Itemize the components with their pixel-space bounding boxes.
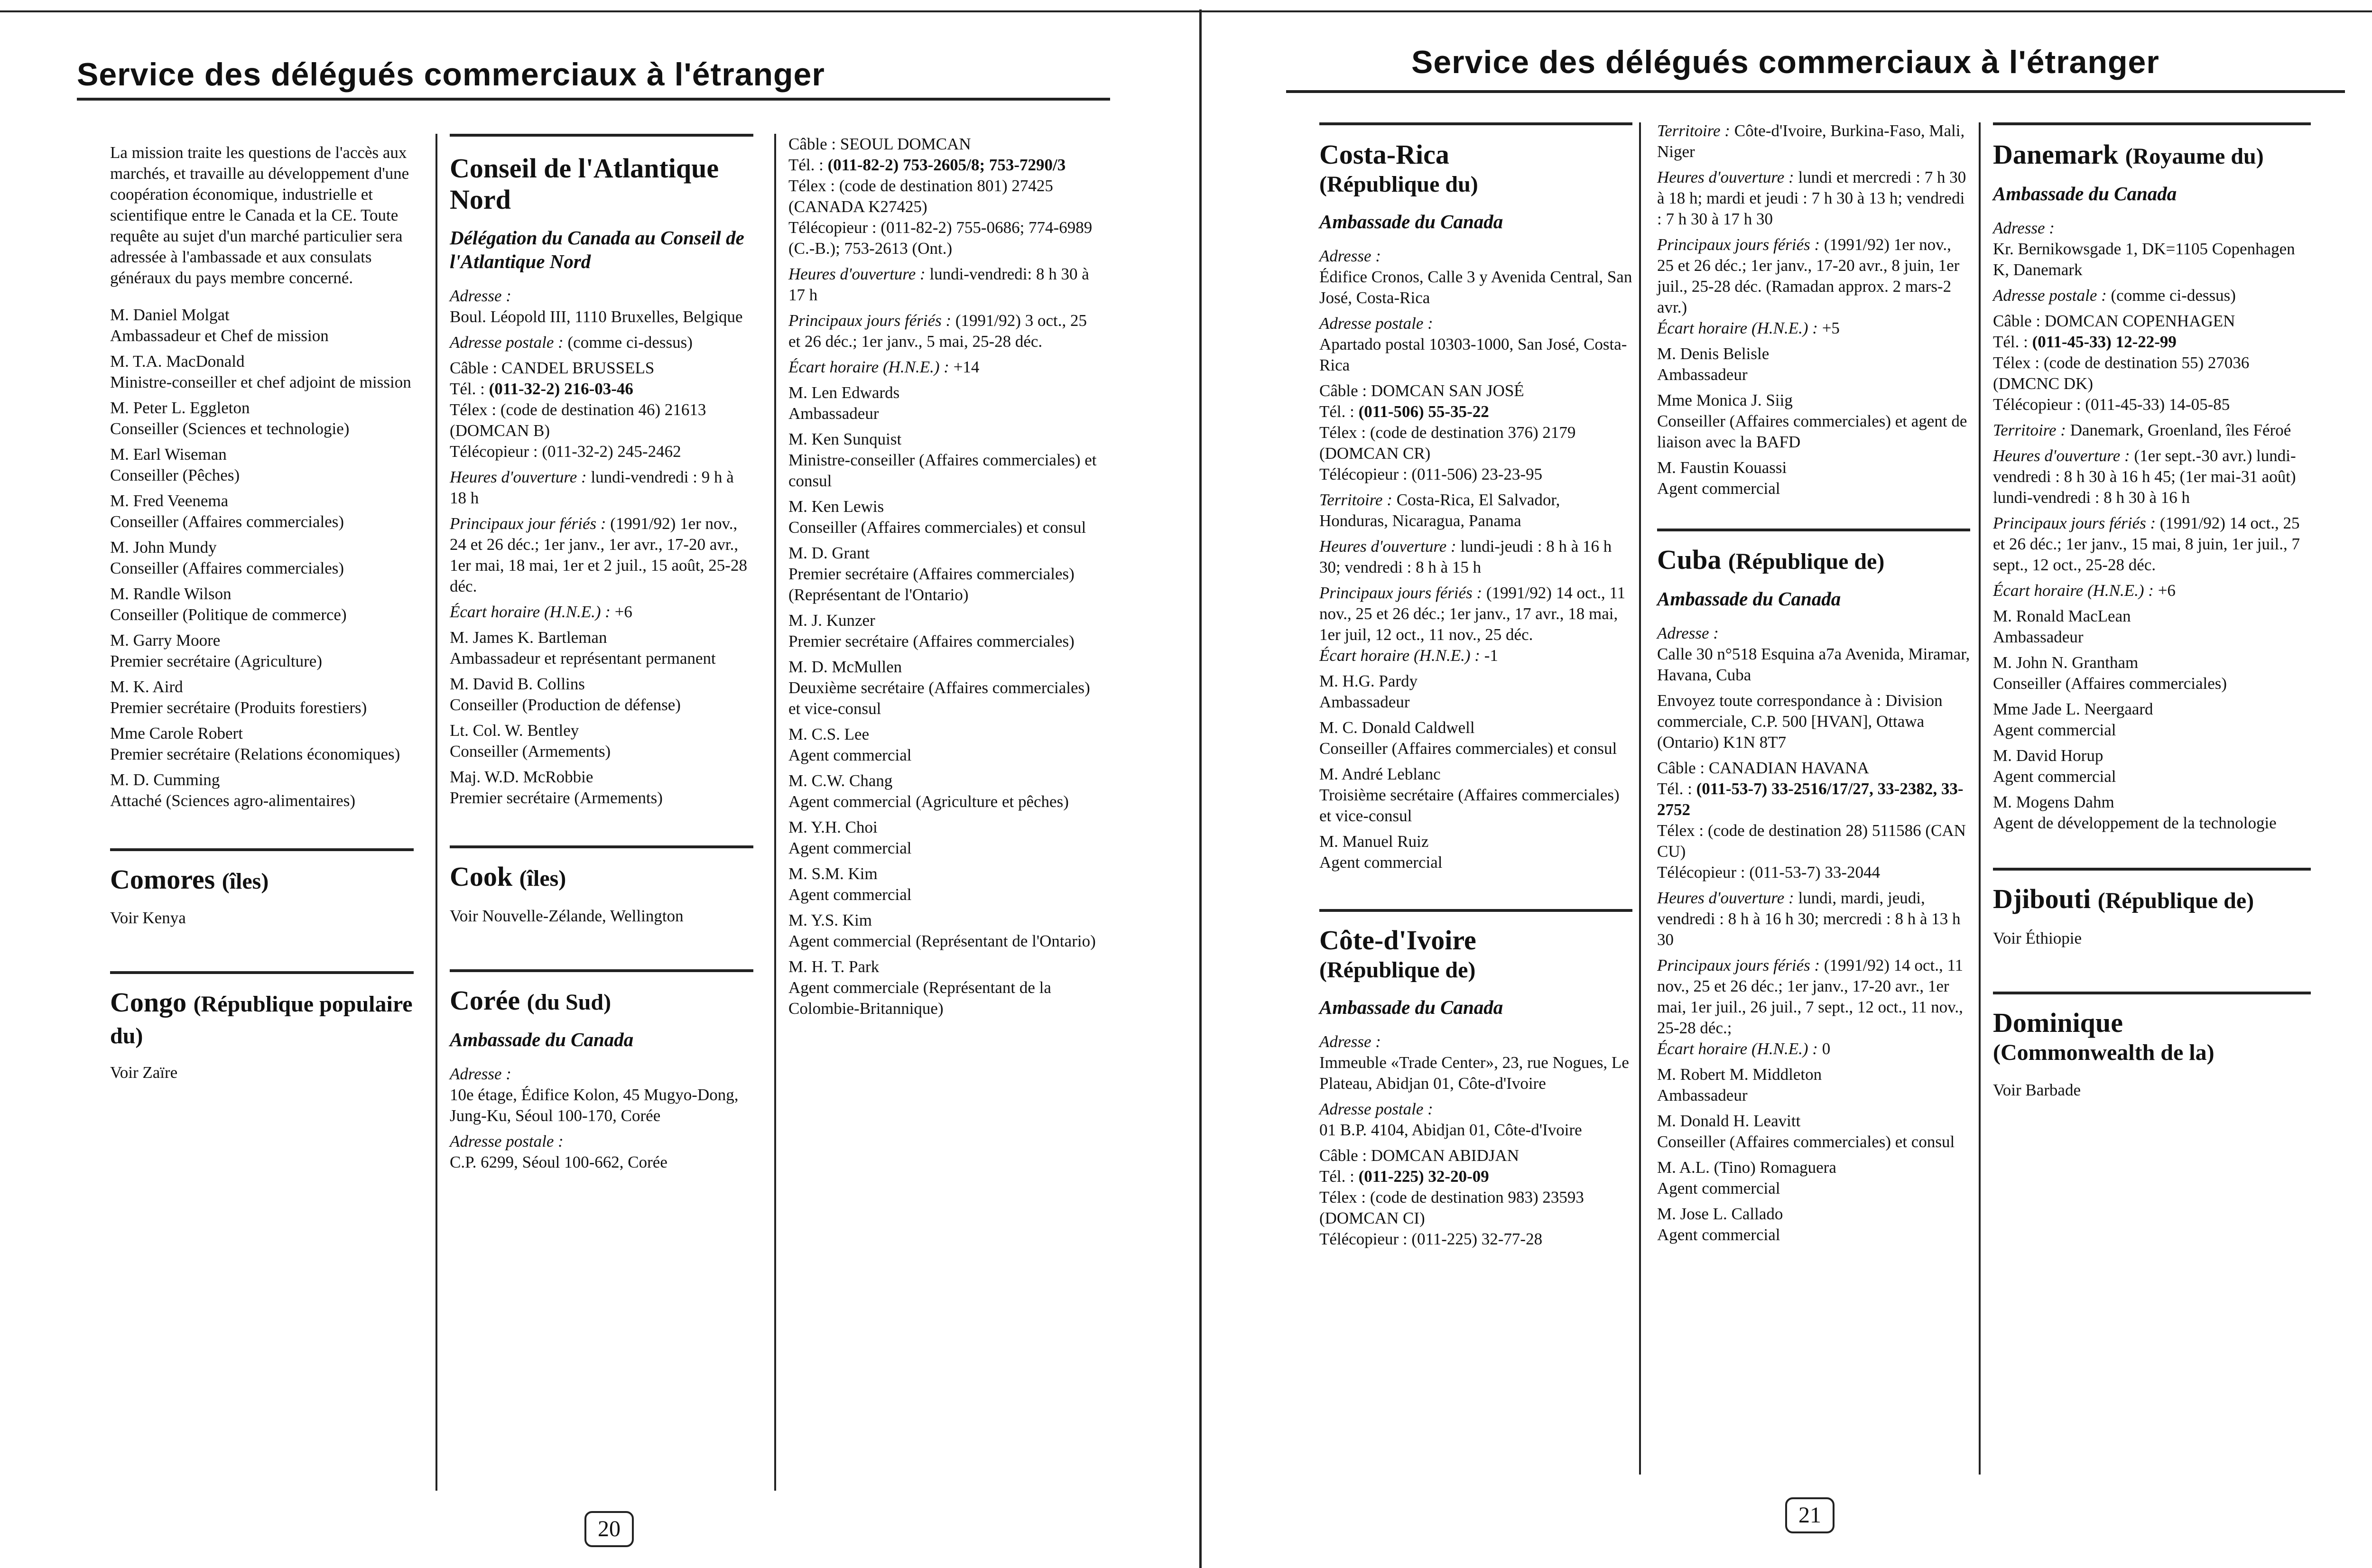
page-number: 20 — [584, 1511, 634, 1547]
time-difference: Écart horaire (H.N.E.) : -1 — [1319, 646, 1498, 665]
country-danemark: Danemark (Royaume du) — [1993, 139, 2264, 170]
staff-entry: Lt. Col. W. Bentley Conseiller (Armements) — [450, 721, 611, 761]
country-subtitle: (République de) — [1319, 957, 1476, 983]
section-rule — [1993, 992, 2311, 994]
staff-entry: M. C.W. Chang Agent commercial (Agriculture et pêches) — [788, 771, 1069, 811]
organization-name: Ambassade du Canada — [1319, 211, 1503, 232]
staff-entry: Mme Monica J. Siig Conseiller (Affaires commerciales) et agent de liaison avec la BAFD — [1657, 391, 1967, 451]
time-difference: Écart horaire (H.N.E.) : 0 — [1657, 1039, 1831, 1058]
section-rule — [1993, 868, 2311, 871]
country-otan: Conseil de l'Atlantique Nord — [450, 153, 719, 215]
page-number: 21 — [1785, 1497, 1835, 1533]
time-difference: Écart horaire (H.N.E.) : +14 — [788, 358, 980, 376]
staff-entry: M. K. Aird Premier secrétaire (Produits forestiers) — [110, 677, 367, 717]
time-difference: Écart horaire (H.N.E.) : +5 — [1657, 319, 1840, 337]
staff-entry: M. James K. Bartleman Ambassadeur et représentant permanent — [450, 628, 716, 668]
holidays: Principaux jours fériés : (1991/92) 14 oct., 11 nov., 25 et 26 déc.; 1er janv., 17 avr., 18 mai, 1er juil, 12 oct., 11 nov., 25 déc. — [1319, 584, 1626, 644]
telephone: Tél. : (011-506) 55-35-22 — [1319, 402, 1489, 421]
cable: Câble : DOMCAN SAN JOSÉ — [1319, 381, 1524, 400]
section-rule — [1319, 122, 1632, 125]
postal-address: Adresse postale : (comme ci-dessus) — [1993, 286, 2236, 305]
telex: Télex : (code de destination 28) 511586 (CAN CU) — [1657, 821, 1966, 861]
telex: Télex : (code de destination 376) 2179 (DOMCAN CR) — [1319, 423, 1576, 463]
staff-entry: M. Y.H. Choi Agent commercial — [788, 818, 912, 857]
country-comores: Comores (îles) — [110, 864, 269, 895]
country-costa-rica: Costa-Rica — [1319, 139, 1449, 170]
top-rule — [0, 10, 1158, 12]
section-rule — [1319, 909, 1632, 912]
staff-entry: M. C. Donald Caldwell Conseiller (Affaires commerciales) et consul — [1319, 718, 1617, 758]
cross-reference: Voir Nouvelle-Zélande, Wellington — [450, 907, 684, 925]
staff-entry: M. André Leblanc Troisième secrétaire (Affaires commerciales) et vice-consul — [1319, 765, 1620, 825]
telex: Télex : (code de destination 983) 23593 (DOMCAN CI) — [1319, 1188, 1584, 1227]
holidays: Principaux jours fériés : (1991/92) 14 oct., 25 et 26 déc.; 1er janv., 15 mai, 8 juin, 1er juil., 7 sept., 12 oct., 25-28 déc. — [1993, 514, 2300, 574]
staff-entry: M. Robert M. Middleton Ambassadeur — [1657, 1065, 1822, 1104]
staff-entry: M. Mogens Dahm Agent de développement de la technologie — [1993, 793, 2277, 832]
staff-entry: M. C.S. Lee Agent commercial — [788, 725, 912, 764]
column-divider — [1979, 122, 1981, 1475]
territory: Territoire : Côte-d'Ivoire, Burkina-Faso, Mali, Niger — [1657, 121, 1965, 161]
address-block: Adresse : Immeuble «Trade Center», 23, rue Nogues, Le Plateau, Abidjan 01, Côte-d'Ivoire — [1319, 1032, 1629, 1093]
telex: Télex : (code de destination 46) 21613 (DOMCAN B) — [450, 400, 706, 440]
organization-name: Délégation du Canada au Conseil de l'Atlantique Nord — [450, 227, 744, 272]
staff-entry: M. Ken Sunquist Ministre-conseiller (Affaires commerciales) et consul — [788, 430, 1097, 490]
cable: Câble : DOMCAN ABIDJAN — [1319, 1146, 1519, 1165]
staff-entry: M. Fred Veenema Conseiller (Affaires commerciales) — [110, 492, 344, 531]
country-subtitle: (République du) — [1319, 172, 1478, 197]
staff-entry: M. Faustin Kouassi Agent commercial — [1657, 458, 1787, 498]
staff-entry: M. Y.S. Kim Agent commercial (Représentant de l'Ontario) — [788, 911, 1096, 950]
address-block: Adresse : Calle 30 n°518 Esquina a7a Avenida, Miramar, Havana, Cuba — [1657, 624, 1970, 684]
country-cuba: Cuba (République de) — [1657, 544, 1885, 575]
header-rule — [77, 98, 1110, 101]
telephone: Tél. : (011-32-2) 216-03-46 — [450, 380, 633, 398]
organization-name: Ambassade du Canada — [1993, 183, 2177, 204]
holidays: Principaux jours fériés : (1991/92) 3 oct., 25 et 26 déc.; 1er janv., 5 mai, 25-28 déc. — [788, 311, 1087, 351]
fax: Télécopieur : (011-225) 32-77-28 — [1319, 1230, 1543, 1248]
address-block: Adresse : Boul. Léopold III, 1110 Bruxelles, Belgique — [450, 287, 743, 326]
fax: Télécopieur : (011-53-7) 33-2044 — [1657, 863, 1881, 881]
office-hours: Heures d'ouverture : lundi-vendredi: 8 h 30 à 17 h — [788, 265, 1089, 304]
staff-entry: Mme Carole Robert Premier secrétaire (Relations économiques) — [110, 724, 400, 763]
section-rule — [450, 134, 753, 137]
staff-entry: M. Denis Belisle Ambassadeur — [1657, 344, 1770, 384]
right-col-1 — [1319, 122, 1632, 1254]
holidays: Principaux jours fériés : (1991/92) 14 oct., 11 nov., 25 et 26 déc.; 1er janv., 17-20 avr., 1er mai, 1er juil., 26 juil., 7 sept., 12 oct., 11 nov., 25-28 déc.; — [1657, 956, 1964, 1037]
staff-entry: M. Peter L. Eggleton Conseiller (Sciences et technologie) — [110, 399, 350, 438]
cross-reference: Voir Zaïre — [110, 1063, 178, 1082]
page-header: Service des délégués commerciaux à l'étranger — [1411, 44, 2159, 80]
staff-entry: M. Ronald MacLean Ambassadeur — [1993, 607, 2131, 646]
postal-address: Adresse postale : Apartado postal 10303-1000, San José, Costa-Rica — [1319, 314, 1627, 374]
address-block: Adresse : 10e étage, Édifice Kolon, 45 Mugyo-Dong, Jung-Ku, Séoul 100-170, Corée — [450, 1065, 739, 1125]
left-col-1 — [110, 142, 414, 1088]
organization-name: Ambassade du Canada — [1657, 588, 1841, 610]
staff-entry: M. John Mundy Conseiller (Affaires commerciales) — [110, 538, 344, 577]
time-difference: Écart horaire (H.N.E.) : +6 — [1993, 581, 2176, 600]
cross-reference: Voir Éthiopie — [1993, 929, 2082, 947]
staff-entry: M. T.A. MacDonald Ministre-conseiller et chef adjoint de mission — [110, 352, 411, 391]
territory: Territoire : Costa-Rica, El Salvador, Honduras, Nicaragua, Panama — [1319, 491, 1560, 530]
staff-entry: M. J. Kunzer Premier secrétaire (Affaires commerciales) — [788, 611, 1075, 650]
mission-intro: La mission traite les questions de l'accès aux marchés, et travaille au développement d'une coopération économique, industrielle et scientifique entre le Canada et la CE. Toute requête au sujet d'un marché particulier sera adressée à l'ambassade et aux consulats généraux du pays membre concerné. — [110, 143, 409, 287]
top-rule — [1202, 10, 2372, 12]
address-block: Adresse : Kr. Bernikowsgade 1, DK=1105 Copenhagen K, Danemark — [1993, 219, 2295, 279]
telephone: Tél. : (011-45-33) 12-22-99 — [1993, 333, 2177, 351]
staff-entry: M. Jose L. Callado Agent commercial — [1657, 1205, 1783, 1244]
cable: Câble : CANADIAN HAVANA — [1657, 759, 1869, 777]
cable: Câble : DOMCAN COPENHAGEN — [1993, 312, 2235, 330]
staff-list — [110, 305, 414, 811]
staff-entry: M. Daniel Molgat Ambassadeur et Chef de mission — [110, 306, 329, 345]
page-header: Service des délégués commerciaux à l'étranger — [77, 56, 825, 93]
telephone: Tél. : (011-53-7) 33-2516/17/27, 33-2382, 33-2752 — [1657, 779, 1964, 819]
header-rule — [1286, 90, 2345, 93]
telex: Télex : (code de destination 801) 27425 (CANADA K27425) — [788, 176, 1053, 216]
country-congo: Congo (République populaire du) — [110, 987, 413, 1048]
staff-entry: M. Garry Moore Premier secrétaire (Agriculture) — [110, 631, 322, 670]
cable: Câble : CANDEL BRUSSELS — [450, 359, 655, 377]
right-col-2 — [1657, 121, 1970, 1250]
territory: Territoire : Danemark, Groenland, îles Féroé — [1993, 421, 2291, 439]
country-subtitle: (Commonwealth de la) — [1993, 1040, 2214, 1065]
postal-address: Adresse postale : 01 B.P. 4104, Abidjan 01, Côte-d'Ivoire — [1319, 1100, 1582, 1139]
left-col-3 — [788, 134, 1102, 1024]
fax: Télécopieur : (011-32-2) 245-2462 — [450, 442, 681, 461]
telephone: Tél. : (011-225) 32-20-09 — [1319, 1167, 1489, 1186]
country-dominique: Dominique — [1993, 1007, 2123, 1038]
column-divider — [435, 134, 437, 1491]
staff-entry: M. D. McMullen Deuxième secrétaire (Affaires commerciales) et vice-consul — [788, 658, 1090, 718]
fax: Télécopieur : (011-506) 23-23-95 — [1319, 465, 1543, 483]
section-rule — [1993, 122, 2311, 125]
fax: Télécopieur : (011-82-2) 755-0686; 774-6989 (C.-B.); 753-2613 (Ont.) — [788, 218, 1093, 258]
column-divider — [1639, 122, 1641, 1475]
organization-name: Ambassade du Canada — [1319, 996, 1503, 1018]
staff-entry: M. John N. Grantham Conseiller (Affaires commerciales) — [1993, 653, 2227, 693]
staff-entry: M. David B. Collins Conseiller (Production de défense) — [450, 675, 681, 714]
cross-reference: Voir Barbade — [1993, 1081, 2081, 1099]
office-hours: Heures d'ouverture : (1er sept.-30 avr.) lundi-vendredi : 8 h 30 à 16 h 45; (1er mai-31 août) lundi-vendredi : 8 h 30 à 16 h — [1993, 446, 2296, 507]
left-col-2 — [450, 134, 753, 1178]
address-block: Adresse : Édifice Cronos, Calle 3 y Avenida Central, San José, Costa-Rica — [1319, 247, 1632, 307]
staff-entry: M. H. T. Park Agent commerciale (Représentant de la Colombie-Britannique) — [788, 957, 1051, 1018]
cable: Câble : SEOUL DOMCAN — [788, 135, 971, 153]
holidays: Principaux jours fériés : (1991/92) 1er nov., 25 et 26 déc.; 1er janv., 17-20 avr., 8 juin, 1er juil., 25-28 déc. (Ramadan approx. 2 mars-2 avr.) — [1657, 235, 1960, 316]
staff-entry: M. D. Grant Premier secrétaire (Affaires commerciales) (Représentant de l'Ontario) — [788, 544, 1075, 604]
staff-entry: M. Len Edwards Ambassadeur — [788, 383, 900, 423]
office-hours: Heures d'ouverture : lundi-jeudi : 8 h à 16 h 30; vendredi : 8 h à 15 h — [1319, 537, 1612, 576]
staff-entry: Mme Jade L. Neergaard Agent commercial — [1993, 700, 2153, 739]
section-rule — [450, 969, 753, 972]
country-cote-divoire: Côte-d'Ivoire — [1319, 925, 1476, 956]
staff-entry: M. D. Cumming Attaché (Sciences agro-alimentaires) — [110, 770, 355, 810]
cross-reference: Voir Kenya — [110, 909, 186, 927]
section-rule — [110, 971, 414, 974]
organization-name: Ambassade du Canada — [450, 1029, 634, 1050]
staff-entry: Maj. W.D. McRobbie Premier secrétaire (Armements) — [450, 768, 663, 807]
section-rule — [1657, 529, 1970, 531]
office-hours: Heures d'ouverture : lundi, mardi, jeudi, vendredi : 8 h à 16 h 30; mercredi : 8 h à 13 h 30 — [1657, 889, 1961, 949]
staff-entry: M. Ken Lewis Conseiller (Affaires commerciales) et consul — [788, 497, 1086, 537]
postal-address: Adresse postale : C.P. 6299, Séoul 100-662, Corée — [450, 1132, 667, 1171]
office-hours: Heures d'ouverture : lundi-vendredi : 9 h à 18 h — [450, 468, 734, 507]
staff-entry: M. Manuel Ruiz Agent commercial — [1319, 832, 1443, 872]
staff-entry: M. Earl Wiseman Conseiller (Pêches) — [110, 445, 240, 484]
telephone: Tél. : (011-82-2) 753-2605/8; 753-7290/3 — [788, 156, 1066, 174]
section-rule — [450, 845, 753, 848]
country-cook: Cook (îles) — [450, 861, 566, 892]
correspondence-address: Envoyez toute correspondance à : Division commerciale, C.P. 500 [HVAN], Ottawa (Ontario) K1N 8T7 — [1657, 691, 1943, 752]
section-rule — [110, 848, 414, 851]
holidays: Principaux jour fériés : (1991/92) 1er nov., 24 et 26 déc.; 1er janv., 1er avr., 17-20 avr., 1er mai, 18 mai, 1er et 2 juil., 15 août, 25-28 déc. — [450, 514, 747, 595]
staff-entry: M. Donald H. Leavitt Conseiller (Affaires commerciales) et consul — [1657, 1112, 1955, 1151]
country-djibouti: Djibouti (République de) — [1993, 883, 2254, 914]
office-hours: Heures d'ouverture : lundi et mercredi : 7 h 30 à 18 h; mardi et jeudi : 7 h 30 à 13 h; vendredi : 7 h 30 à 17 h 30 — [1657, 168, 1966, 228]
staff-entry: M. Randle Wilson Conseiller (Politique de commerce) — [110, 585, 347, 624]
page-right — [1202, 0, 2372, 1568]
fax: Télécopieur : (011-45-33) 14-05-85 — [1993, 395, 2230, 414]
right-col-3 — [1993, 122, 2311, 1105]
staff-entry: M. David Horup Agent commercial — [1993, 746, 2116, 786]
staff-entry: M. A.L. (Tino) Romaguera Agent commercial — [1657, 1158, 1836, 1197]
column-divider — [774, 134, 776, 1491]
staff-entry: M. S.M. Kim Agent commercial — [788, 864, 912, 904]
postal-address: Adresse postale : (comme ci-dessus) — [450, 333, 693, 352]
staff-entry: M. H.G. Pardy Ambassadeur — [1319, 672, 1418, 711]
time-difference: Écart horaire (H.N.E.) : +6 — [450, 603, 632, 621]
country-coree: Corée (du Sud) — [450, 985, 612, 1016]
telex: Télex : (code de destination 55) 27036 (DMCNC DK) — [1993, 353, 2250, 393]
